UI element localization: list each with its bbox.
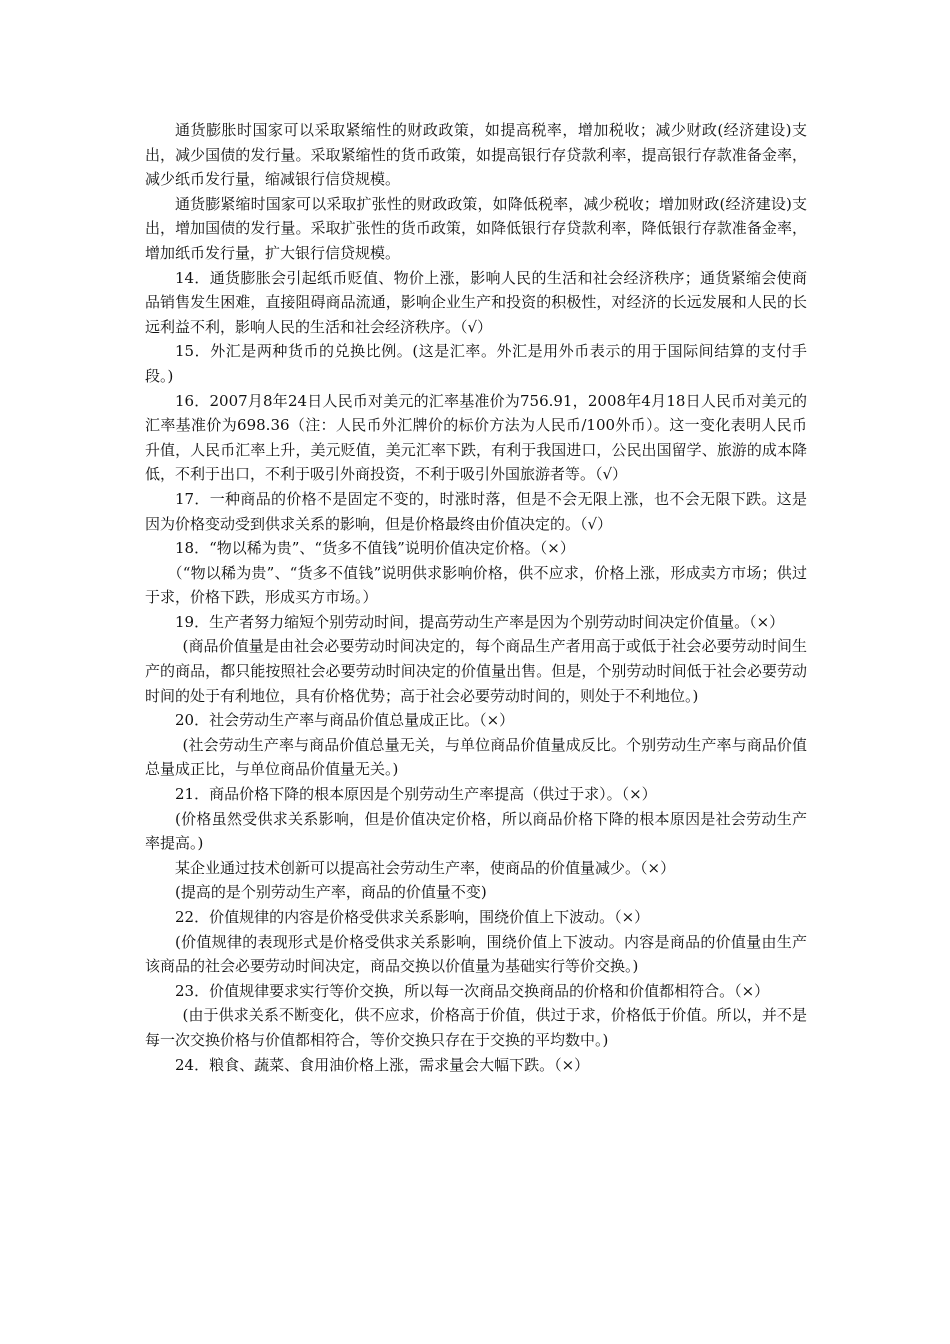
item-19: 19．生产者努力缩短个别劳动时间，提高劳动生产率是因为个别劳动时间决定价值量。（×） <box>175 612 785 631</box>
document-body <box>145 118 807 1077</box>
item-23: 23．价值规律要求实行等价交换，所以每一次商品交换商品的价格和价值都相符合。（×） <box>175 981 770 1000</box>
item-18-explanation: （“物以稀为贵”、“货多不值钱”说明供求影响价格，供不应求，价格上涨，形成卖方市场；供过于求，价格下跌，形成买方市场。） <box>145 563 807 607</box>
item-22: 22．价值规律的内容是价格受供求关系影响，围绕价值上下波动。（×） <box>175 908 650 926</box>
item-17: 17．一种商品的价格不是固定不变的，时涨时落，但是不会无限上涨，也不会无限下跌。这是因为价格变动受到供求关系的影响，但是价格最终由价值决定的。（√） <box>145 489 807 533</box>
item-21-extra-explanation: (提高的是个别劳动生产率，商品的价值量不变) <box>175 883 487 902</box>
item-16: 16．2007月8年24日人民币对美元的汇率基准价为756.91，2008年4月18日人民币对美元的汇率基准价为698.36（注：人民币外汇牌价的标价方法为人民币/100外币）。这一变化表明人民币升值，人民币汇率上升，美元贬值，美元汇率下跌，有利于我国进口，公民出国留学、旅游的成本降低，不利于出口，不利于吸引外商投资，不利于吸引外国旅游者等。（√） <box>145 391 807 484</box>
item-22-explanation: (价值规律的表现形式是价格受供求关系影响，围绕价值上下波动。内容是商品的价值量由生产该商品的社会必要劳动时间决定，商品交换以价值量为基础实行等价交换。) <box>145 932 807 976</box>
paragraph-inflation-policy: 通货膨胀时国家可以采取紧缩性的财政政策，如提高税率，增加税收；减少财政(经济建设)支出，减少国债的发行量。采取紧缩性的货币政策，如提高银行存贷款利率，提高银行存款准备金率，减少纸币发行量，缩减银行信贷规模。 <box>145 121 807 189</box>
paragraph-deflation-policy: 通货膨紧缩时国家可以采取扩张性的财政政策，如降低税率，减少税收；增加财政(经济建设)支出，增加国债的发行量。采取扩张性的货币政策，如降低银行存贷款利率，降低银行存款准备金率，增加纸币发行量，扩大银行信贷规模。 <box>145 194 807 262</box>
item-14: 14．通货膨胀会引起纸币贬值、物价上涨，影响人民的生活和社会经济秩序；通货紧缩会使商品销售发生困难，直接阻碍商品流通，影响企业生产和投资的积极性，对经济的长远发展和人民的长远利益不利，影响人民的生活和社会经济秩序。（√） <box>145 268 807 336</box>
item-24: 24．粮食、蔬菜、食用油价格上涨，需求量会大幅下跌。（×） <box>175 1055 590 1074</box>
item-20: 20．社会劳动生产率与商品价值总量成正比。（×） <box>175 711 515 730</box>
item-21-explanation: (价格虽然受供求关系影响，但是价值决定价格，所以商品价格下降的根本原因是社会劳动生产率提高。) <box>145 809 807 853</box>
item-18: 18．“物以稀为贵”、“货多不值钱”说明价值决定价格。（×） <box>175 539 575 558</box>
item-21: 21．商品价格下降的根本原因是个别劳动生产率提高（供过于求）。（×） <box>175 785 657 804</box>
item-19-explanation: (商品价值量是由社会必要劳动时间决定的，每个商品生产者用高于或低于社会必要劳动时间生产的商品，都只能按照社会必要劳动时间决定的价值量出售。但是，个别劳动时间低于社会必要劳动时间的处于有利地位，具有价格优势；高于社会必要劳动时间的，则处于不利地位。) <box>145 637 807 705</box>
item-21-extra-statement: 某企业通过技术创新可以提高社会劳动生产率，使商品的价值量减少。（×） <box>175 858 676 877</box>
item-15: 15．外汇是两种货币的兑换比例。(这是汇率。外汇是用外币表示的用于国际间结算的支付手段。) <box>145 342 807 385</box>
item-23-explanation: (由于供求关系不断变化，供不应求，价格高于价值，供过于求，价格低于价值。所以，并不是每一次交换价格与价值都相符合，等价交换只存在于交换的平均数中。) <box>145 1006 807 1049</box>
item-20-explanation: (社会劳动生产率与商品价值总量无关，与单位商品价值量成反比。个别劳动生产率与商品价值总量成正比，与单位商品价值量无关。) <box>145 735 807 779</box>
